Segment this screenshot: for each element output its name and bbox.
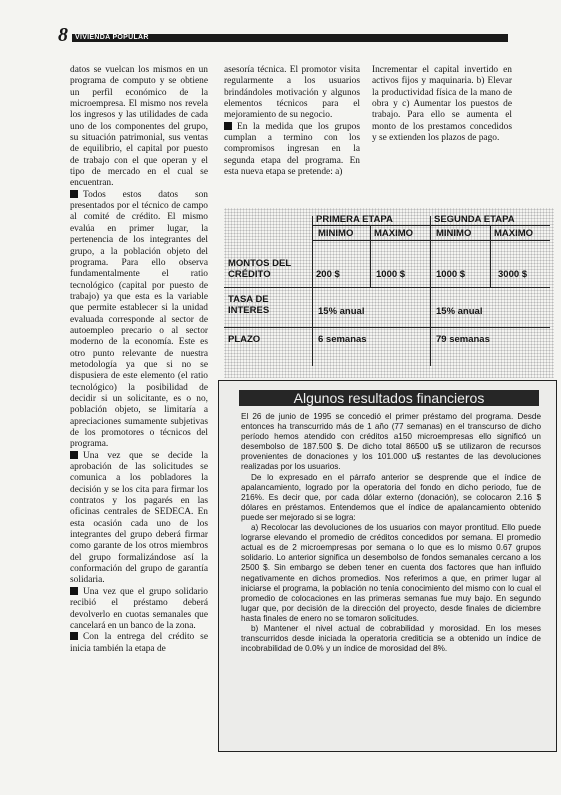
table-rule bbox=[312, 216, 313, 366]
table-rule bbox=[370, 225, 371, 287]
square-bullet-icon bbox=[70, 190, 78, 198]
credit-conditions-table bbox=[224, 208, 554, 378]
table-rule bbox=[490, 225, 491, 287]
paragraph: Todos estos datos son presentados por el técnico de campo al comité de crédito. El mismo evalúa en primer lugar, la pertenencia de los integrantes del grupo, a la población objeto del programa. Para ello observa fundamentalmente el ratio tecnológico (capital por puesto de trabajo) ya que esta es la variable que permite establecer si la unidad evaluada corresponde al sector de autoempleo precario o al sector moderno de la economía. Este es otro punto relevante de nuestra metodología ya que si no se dispusiera de este elemento (el ratio tecnológico) la posibilidad de decidir si un solicitante, es o no, población objeto, se limitaría a apreciaciones sumamente subjetivas de los promotores o técnicos del programa. bbox=[70, 189, 208, 450]
table-cell: 1000 $ bbox=[376, 269, 406, 280]
paragraph: asesoría técnica. El promotor visita regularmente a los usuarios brindándoles motivación y algunos elementos técnicos para el mejoramiento de su negocio. bbox=[224, 65, 360, 121]
paragraph: Una vez que el grupo solidario recibió el préstamo deberá devolverlo en cuotas semanales que cancelará en un banco de la zona. bbox=[70, 586, 208, 631]
table-header: PRIMERA ETAPA bbox=[316, 214, 393, 225]
table-header: SEGUNDA ETAPA bbox=[434, 214, 515, 225]
table-subheader: MINIMO bbox=[318, 228, 354, 239]
table-rule bbox=[430, 216, 431, 366]
table-subheader: MAXIMO bbox=[494, 228, 534, 239]
square-bullet-icon bbox=[70, 587, 78, 595]
box-paragraph: b) Mantener el nivel actual de cobrabilidad y morosidad. En los meses transcurridos desde iniciada la operatoria crediticia se a obtenido un índice de incobrabilidad de 0.0% y un índice de morosidad del 8%. bbox=[241, 623, 541, 654]
financial-results-box bbox=[218, 380, 557, 752]
section-name: VIVIENDA POPULAR bbox=[75, 34, 149, 41]
square-bullet-icon bbox=[70, 632, 78, 640]
box-paragraph: De lo expresado en el párrafo anterior se desprende que el índice de apalancamiento, logrado por la operatoria del fondo en dicho periodo, fue de 216%. Es decir que, por cada dólar externo (donación), se colocaron 2.16 $ dólares en préstamos. Entendemos que el índice de apalancamiento obtenido puede ser mejorado si se logra: bbox=[241, 472, 541, 522]
table-rule bbox=[312, 225, 550, 226]
row-label: PLAZO bbox=[228, 334, 261, 345]
paragraph: Una vez que se decide la aprobación de las solicitudes se comunica a los pobladores la decisión y se los cita para firmar los contratos y los pagarés en las oficinas centrales de SEDECA. En esta ocasión cada uno de los integrantes del grupo deberá firmar como garante de los otros miembros del grupo formalizándose así la conformación del grupo de garantía solidaria. bbox=[70, 450, 208, 586]
row-label: TASA DE INTERES bbox=[228, 294, 270, 316]
table-cell: 79 semanas bbox=[436, 334, 490, 345]
table-cell: 3000 $ bbox=[498, 269, 528, 280]
paragraph: Con la entrega del crédito se inicia también la etapa de bbox=[70, 632, 208, 654]
page-number: 8 bbox=[58, 24, 68, 46]
box-paragraph: a) Recolocar las devoluciones de los usuarios con mayor prontitud. Ello puede lograrse elevando el promedio de créditos concedidos por semana. El promedio actual es de 2 microempresas por semana o lo que es lo mismo 0.67 grupos solidario. Lo anterior significa un desembolso de fondos semanales cercano a los 2500 $. Sin embargo se deben tener en cuenta dos factores que han influido negativamente en dichos promedios. Nos referimos a que, en primer lugar al iniciarse el programa, la población no tenía conocimiento del mismo con lo cual el promedio de colocaciones en las primeras semanas fue muy bajo. En segundo lugar que, por decisión de la dirección del proyecto, desde finales de diciembre hasta finales de enero no se tomaron solicitudes. bbox=[241, 523, 541, 623]
box-title: Algunos resultados financieros bbox=[293, 390, 485, 406]
box-paragraph: El 26 de junio de 1995 se concedió el primer préstamo del programa. Desde entonces ha transcurrido más de 1 año (77 semanas) en el transcurso de dicho período hemos atendido con créditos a150 microempresas ello significó un desembolso de 187.500 $. De dicho total 86500 u$ se utilizaron de recursos provenientes de donaciones y los 101.000 u$ restantes de las devoluciones realizadas por los usuarios. bbox=[241, 412, 541, 472]
section-bar bbox=[72, 34, 508, 42]
table-cell: 1000 $ bbox=[436, 269, 466, 280]
table-rule bbox=[224, 327, 550, 328]
paragraph: Incrementar el capital invertido en activos fijos y maquinaria. b) Elevar la productividad física de la mano de obra y c) Aumentar los puestos de trabajo. Para ello se aumenta el monto de los prestamos concedidos y se extienden los plazos de pago. bbox=[372, 65, 512, 144]
column-3 bbox=[372, 65, 512, 144]
square-bullet-icon bbox=[70, 451, 78, 459]
table-cell: 15% anual bbox=[318, 306, 365, 317]
paragraph: En la medida que los grupos cumplan a termino con los compromisos ingresan en la segunda etapa del programa. En esta nueva etapa se pretende: a) bbox=[224, 121, 360, 178]
box-body bbox=[241, 412, 541, 654]
page-header bbox=[58, 24, 508, 46]
box-title-band bbox=[239, 390, 539, 406]
paragraph: datos se vuelcan los mismos en un programa de computo y se obtiene un perfil económico de la microempresa. El mismo nos revela los ingresos y las utilidades de cada uno de los componentes del grupo, su situación patrimonial, sus ventas de equilibrio, el capital por puesto de trabajo con el que operan y el tipo de mercado en el cual se encuentran. bbox=[70, 65, 208, 189]
square-bullet-icon bbox=[224, 122, 232, 130]
table-cell: 6 semanas bbox=[318, 334, 367, 345]
column-1 bbox=[70, 65, 208, 655]
table-cell: 200 $ bbox=[316, 269, 340, 280]
table-rule bbox=[312, 240, 550, 241]
column-2 bbox=[224, 65, 360, 178]
table-rule bbox=[224, 287, 550, 288]
table-cell: 15% anual bbox=[436, 306, 483, 317]
table-subheader: MAXIMO bbox=[374, 228, 414, 239]
row-label: MONTOS DEL CRÉDITO bbox=[228, 258, 291, 280]
table-subheader: MINIMO bbox=[436, 228, 472, 239]
